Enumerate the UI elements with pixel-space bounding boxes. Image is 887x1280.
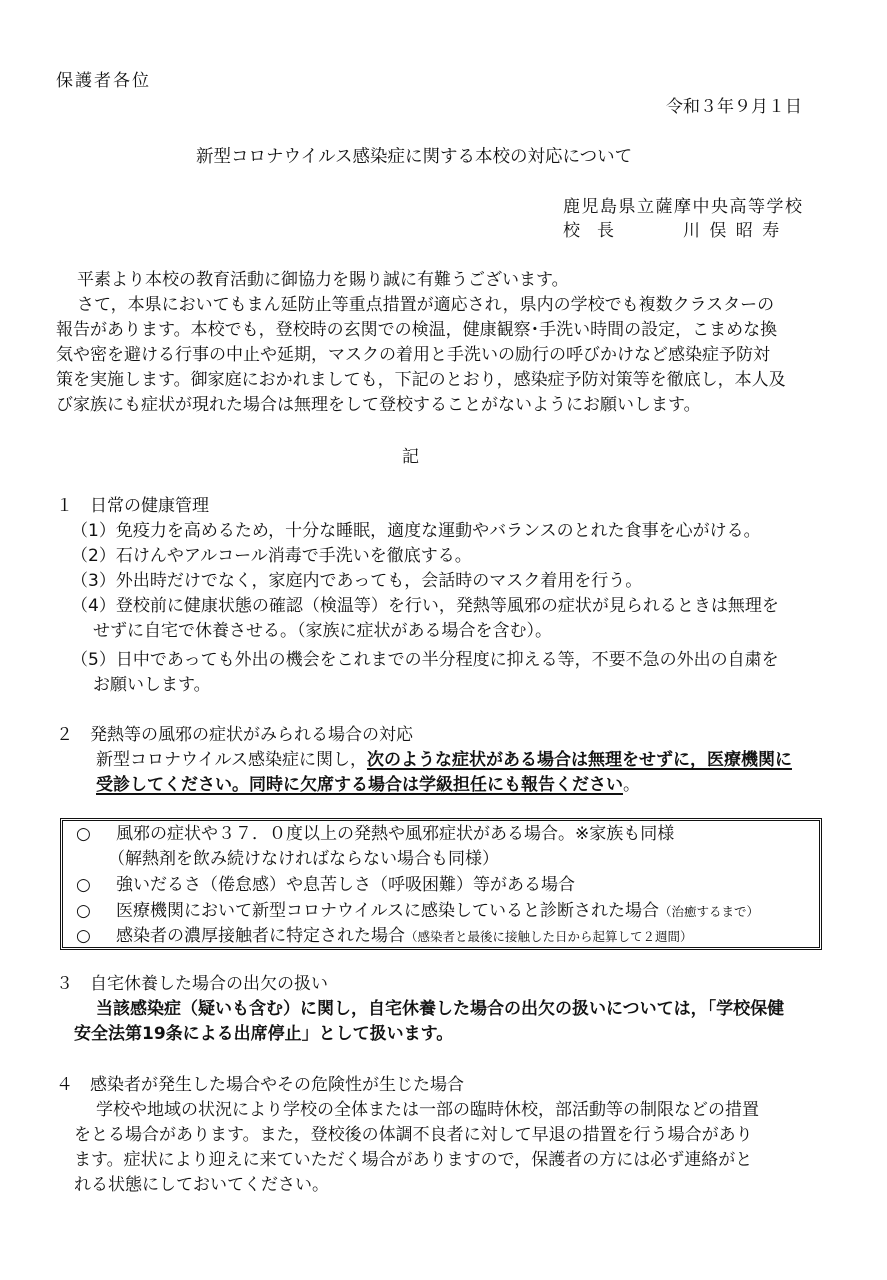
sender-principal-title: 校 長 xyxy=(563,221,614,241)
section-4-line: をとる場合があります。また，登校後の体調不良者に対して早退の措置を行う場合があり xyxy=(74,1125,753,1145)
symptom-item xyxy=(116,925,693,948)
section-2-underlined-text: 受診してください。同時に欠席する場合は学級担任にも報告ください xyxy=(96,775,623,795)
intro-line: び家族にも症状が現れた場合は無理をして登校することがないようにお願いします。 xyxy=(56,395,701,415)
section-3-line: 安全法第19条による出席停止」として扱います。 xyxy=(74,1024,454,1044)
section-1-heading: １ 日常の健康管理 xyxy=(56,496,209,516)
section-2-line xyxy=(96,774,640,796)
bullet-circle: ○ xyxy=(76,824,91,844)
symptom-text: 医療機関において新型コロナウイルスに感染していると診断された場合 xyxy=(116,901,659,921)
bullet-circle: ○ xyxy=(76,926,91,946)
symptom-text: 感染者の濃厚接触者に特定された場合 xyxy=(116,926,405,946)
section-3-heading: ３ 自宅休養した場合の出欠の扱い xyxy=(56,974,328,994)
symptom-item: 強いだるさ（倦怠感）や息苦しさ（呼吸困難）等がある場合 xyxy=(116,875,575,895)
sender-school: 鹿児島県立薩摩中央高等学校 xyxy=(563,197,804,217)
intro-line: 平素より本校の教育活動に御協力を賜り誠に有難うございます。 xyxy=(77,270,569,290)
section-1-item: （5）日中であっても外出の機会をこれまでの半分程度に抑える等，不要不急の外出の自粛を xyxy=(71,650,779,670)
symptom-item xyxy=(116,900,759,923)
section-1-item-cont: せずに自宅で休養させる。（家族に症状がある場合を含む）。 xyxy=(93,621,552,641)
symptom-note: （治癒するまで） xyxy=(658,904,759,919)
intro-line: 報告があります。本校でも，登校時の玄関での検温，健康観察･手洗い時間の設定，こまめな換 xyxy=(56,320,778,340)
section-2-underlined-text: 次のような症状がある場合は無理をせずに，医療機関に xyxy=(366,750,792,770)
intro-line: 策を実施します。御家庭におかれましても，下記のとおり，感染症予防対策等を徹底し，本人及 xyxy=(56,370,786,390)
section-1-item: （4）登校前に健康状態の確認（検温等）を行い，発熱等風邪の症状が見られるときは無理を xyxy=(71,596,779,616)
section-4-line: 学校や地域の状況により学校の全体または一部の臨時休校，部活動等の制限などの措置 xyxy=(96,1100,759,1120)
section-1-item-cont: お願いします。 xyxy=(93,675,211,695)
intro-line: さて，本県においてもまん延防止等重点措置が適応され，県内の学校でも複数クラスターの xyxy=(77,295,775,315)
symptom-item-cont: （解熱剤を飲み続けなければならない場合も同様） xyxy=(108,849,499,869)
addressee: 保護者各位 xyxy=(56,71,151,91)
section-1-item: （3）外出時だけでなく，家庭内であっても，会話時のマスク着用を行う。 xyxy=(71,571,643,591)
section-3-line: 当該感染症（疑いも含む）に関し，自宅休養した場合の出欠の扱いについては，「学校保健 xyxy=(96,999,785,1019)
document-title: 新型コロナウイルス感染症に関する本校の対応について xyxy=(196,147,633,167)
symptom-note: （感染者と最後に接触した日から起算して２週間） xyxy=(405,929,693,944)
date: 令和３年９月１日 xyxy=(666,97,802,117)
bullet-circle: ○ xyxy=(76,875,91,895)
section-4-heading: ４ 感染者が発生した場合やその危険性が生じた場合 xyxy=(56,1075,464,1095)
sender-principal-name: 川 俣 昭 寿 xyxy=(683,221,782,241)
section-4-line: れる状態にしておいてください。 xyxy=(74,1175,329,1195)
section-2-tail: 。 xyxy=(623,775,640,795)
section-4-line: ます。症状により迎えに来ていただく場合がありますので，保護者の方には必ず連絡がと xyxy=(74,1150,753,1170)
section-1-item: （1）免疫力を高めるため，十分な睡眠，適度な運動やバランスのとれた食事を心がける。 xyxy=(71,521,761,541)
symptom-item: 風邪の症状や３７．０度以上の発熱や風邪症状がある場合。※家族も同様 xyxy=(116,824,675,844)
section-1-item: （2）石けんやアルコール消毒で手洗いを徹底する。 xyxy=(71,546,472,566)
section-2-heading: ２ 発熱等の風邪の症状がみられる場合の対応 xyxy=(56,725,413,745)
intro-line: 気や密を避ける行事の中止や延期，マスクの着用と手洗いの励行の呼びかけなど感染症予防対 xyxy=(56,345,770,365)
ki-heading: 記 xyxy=(402,447,419,467)
section-2-plain-text: 新型コロナウイルス感染症に関し， xyxy=(96,750,367,770)
section-2-line xyxy=(96,749,792,771)
bullet-circle: ○ xyxy=(76,901,91,921)
